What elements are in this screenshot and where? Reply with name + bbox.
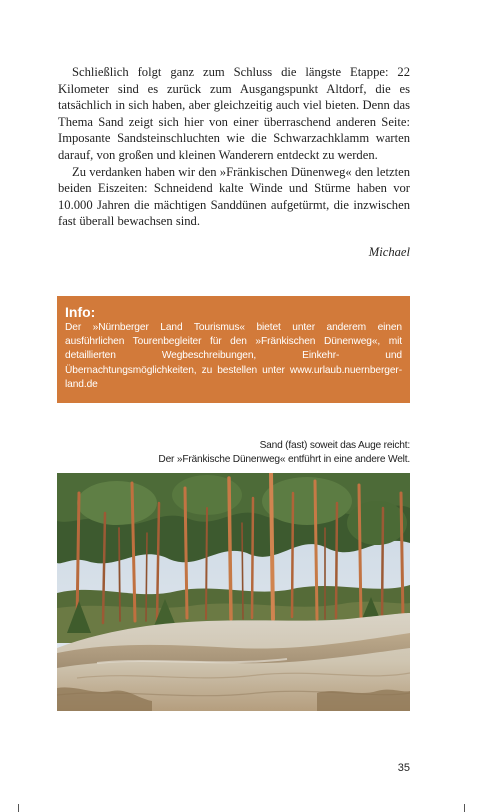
crop-mark-right xyxy=(464,804,465,812)
paragraph-2: Zu verdanken haben wir den »Fränkischen Dünenweg« den letzten beiden Eiszeiten: Schneidend kalte Winde und Stürme haben vor 10.000 Jahren die mächtigen Sanddünen aufgetürmt, die inzwischen fast überall bewachsen sind. xyxy=(58,164,410,229)
body-text xyxy=(58,64,410,230)
forest-dune-photo xyxy=(57,473,410,711)
info-box-text: Der »Nürnberger Land Tourismus« bietet unter anderem einen ausführlichen Tourenbegleiter für den »Fränkischen Dünenweg«, mit detaillierten Wegbeschreibungen, Einkehr- und Übernachtungsmöglichkeiten, zu bestellen unter www.urlaub.nuernberger-land.de xyxy=(65,322,402,390)
photo-caption xyxy=(58,439,410,467)
crop-mark-left xyxy=(18,804,19,812)
author-signature: Michael xyxy=(368,245,410,259)
photo-caption-line-2: Der »Fränkische Dünenweg« entführt in eine andere Welt. xyxy=(158,454,410,465)
photo-caption-line-1: Sand (fast) soweit das Auge reicht: xyxy=(259,440,410,451)
info-box xyxy=(57,296,410,403)
page-number: 35 xyxy=(397,762,410,774)
paragraph-1: Schließlich folgt ganz zum Schluss die längste Etappe: 22 Kilometer sind es zurück zum Ausgangspunkt Altdorf, die es tatsächlich in sich haben, aber gleichzeitig auch viel bieten. Denn das Thema Sand zeigt sich hier von einer überraschend anderen Seite: Imposante Sandsteinschluchten wie die Schwarzachklamm warten darauf, von großen und kleinen Wanderern entdeckt zu werden. xyxy=(58,65,410,162)
info-box-title: Info: xyxy=(65,304,96,320)
